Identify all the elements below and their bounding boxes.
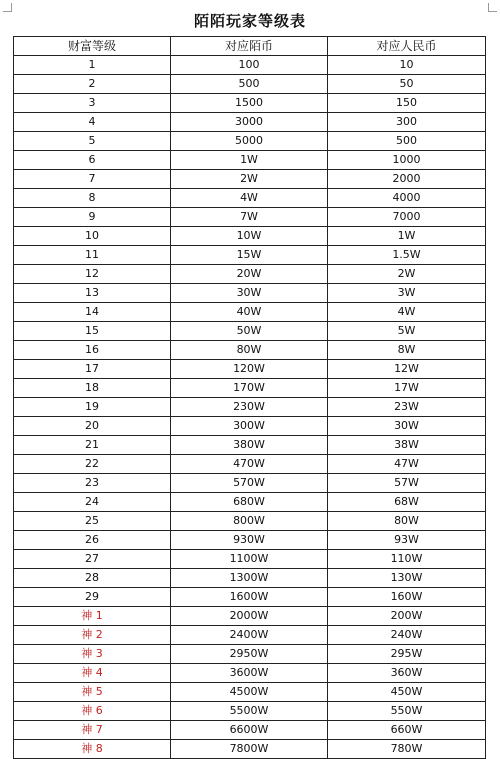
level-cell: 23 xyxy=(14,474,171,493)
rmb-cell: 23W xyxy=(328,398,486,417)
rmb-cell: 68W xyxy=(328,493,486,512)
table-row xyxy=(14,588,486,607)
level-cell: 26 xyxy=(14,531,171,550)
rmb-cell: 1W xyxy=(328,227,486,246)
coins-cell: 40W xyxy=(171,303,328,322)
coins-cell: 1W xyxy=(171,151,328,170)
table-row xyxy=(14,265,486,284)
coins-cell: 800W xyxy=(171,512,328,531)
coins-cell: 10W xyxy=(171,227,328,246)
table-row xyxy=(14,322,486,341)
coins-cell: 1600W xyxy=(171,588,328,607)
table-row xyxy=(14,379,486,398)
rmb-cell: 38W xyxy=(328,436,486,455)
coins-cell: 5000 xyxy=(171,132,328,151)
table-row xyxy=(14,189,486,208)
rmb-cell: 110W xyxy=(328,550,486,569)
level-cell: 神 2 xyxy=(14,626,171,645)
coins-cell: 230W xyxy=(171,398,328,417)
rmb-cell: 1000 xyxy=(328,151,486,170)
level-cell: 神 1 xyxy=(14,607,171,626)
coins-cell: 4500W xyxy=(171,683,328,702)
table-row xyxy=(14,170,486,189)
level-cell: 神 5 xyxy=(14,683,171,702)
table-row xyxy=(14,645,486,664)
rmb-cell: 57W xyxy=(328,474,486,493)
coins-cell: 2950W xyxy=(171,645,328,664)
rmb-cell: 17W xyxy=(328,379,486,398)
level-cell: 神 3 xyxy=(14,645,171,664)
coins-cell: 15W xyxy=(171,246,328,265)
level-cell: 3 xyxy=(14,94,171,113)
level-cell: 19 xyxy=(14,398,171,417)
rmb-cell: 5W xyxy=(328,322,486,341)
table-row xyxy=(14,664,486,683)
level-cell: 17 xyxy=(14,360,171,379)
level-cell: 27 xyxy=(14,550,171,569)
coins-cell: 2W xyxy=(171,170,328,189)
coins-cell: 380W xyxy=(171,436,328,455)
level-cell: 4 xyxy=(14,113,171,132)
table-row xyxy=(14,683,486,702)
table-row xyxy=(14,208,486,227)
rmb-cell: 550W xyxy=(328,702,486,721)
rmb-cell: 1.5W xyxy=(328,246,486,265)
level-cell: 25 xyxy=(14,512,171,531)
coins-cell: 6600W xyxy=(171,721,328,740)
coins-cell: 2000W xyxy=(171,607,328,626)
table-body xyxy=(14,56,486,759)
header-coins: 对应陌币 xyxy=(171,37,328,56)
rmb-cell: 780W xyxy=(328,740,486,759)
level-cell: 22 xyxy=(14,455,171,474)
coins-cell: 500 xyxy=(171,75,328,94)
table-row xyxy=(14,113,486,132)
table-row xyxy=(14,246,486,265)
table-row xyxy=(14,721,486,740)
level-cell: 神 6 xyxy=(14,702,171,721)
table-row xyxy=(14,56,486,75)
level-cell: 10 xyxy=(14,227,171,246)
level-cell: 7 xyxy=(14,170,171,189)
table-row xyxy=(14,569,486,588)
rmb-cell: 10 xyxy=(328,56,486,75)
coins-cell: 570W xyxy=(171,474,328,493)
level-cell: 13 xyxy=(14,284,171,303)
level-table xyxy=(13,36,486,759)
level-cell: 6 xyxy=(14,151,171,170)
level-cell: 18 xyxy=(14,379,171,398)
table-header xyxy=(14,37,486,56)
level-cell: 24 xyxy=(14,493,171,512)
coins-cell: 470W xyxy=(171,455,328,474)
table-row xyxy=(14,702,486,721)
coins-cell: 170W xyxy=(171,379,328,398)
coins-cell: 680W xyxy=(171,493,328,512)
level-cell: 15 xyxy=(14,322,171,341)
level-cell: 神 7 xyxy=(14,721,171,740)
coins-cell: 3600W xyxy=(171,664,328,683)
rmb-cell: 660W xyxy=(328,721,486,740)
rmb-cell: 2W xyxy=(328,265,486,284)
table-row xyxy=(14,151,486,170)
table-row xyxy=(14,493,486,512)
level-cell: 11 xyxy=(14,246,171,265)
coins-cell: 2400W xyxy=(171,626,328,645)
coins-cell: 1100W xyxy=(171,550,328,569)
table-row xyxy=(14,550,486,569)
level-cell: 21 xyxy=(14,436,171,455)
level-cell: 12 xyxy=(14,265,171,284)
table-row xyxy=(14,474,486,493)
rmb-cell: 7000 xyxy=(328,208,486,227)
table-row xyxy=(14,132,486,151)
coins-cell: 1300W xyxy=(171,569,328,588)
header-row xyxy=(14,37,486,56)
rmb-cell: 3W xyxy=(328,284,486,303)
rmb-cell: 200W xyxy=(328,607,486,626)
rmb-cell: 450W xyxy=(328,683,486,702)
rmb-cell: 500 xyxy=(328,132,486,151)
coins-cell: 4W xyxy=(171,189,328,208)
rmb-cell: 295W xyxy=(328,645,486,664)
header-wealth-level: 财富等级 xyxy=(14,37,171,56)
table-row xyxy=(14,417,486,436)
rmb-cell: 130W xyxy=(328,569,486,588)
rmb-cell: 160W xyxy=(328,588,486,607)
rmb-cell: 2000 xyxy=(328,170,486,189)
coins-cell: 20W xyxy=(171,265,328,284)
level-cell: 2 xyxy=(14,75,171,94)
table-row xyxy=(14,531,486,550)
coins-cell: 930W xyxy=(171,531,328,550)
table-row xyxy=(14,227,486,246)
rmb-cell: 240W xyxy=(328,626,486,645)
table-row xyxy=(14,740,486,759)
rmb-cell: 12W xyxy=(328,360,486,379)
level-cell: 14 xyxy=(14,303,171,322)
level-cell: 28 xyxy=(14,569,171,588)
rmb-cell: 93W xyxy=(328,531,486,550)
level-cell: 神 4 xyxy=(14,664,171,683)
rmb-cell: 8W xyxy=(328,341,486,360)
rmb-cell: 80W xyxy=(328,512,486,531)
table-row xyxy=(14,436,486,455)
table-row xyxy=(14,626,486,645)
rmb-cell: 50 xyxy=(328,75,486,94)
coins-cell: 7W xyxy=(171,208,328,227)
coins-cell: 30W xyxy=(171,284,328,303)
level-cell: 5 xyxy=(14,132,171,151)
header-rmb: 对应人民币 xyxy=(328,37,486,56)
rmb-cell: 300 xyxy=(328,113,486,132)
level-cell: 神 8 xyxy=(14,740,171,759)
coins-cell: 120W xyxy=(171,360,328,379)
table-row xyxy=(14,607,486,626)
table-row xyxy=(14,341,486,360)
coins-cell: 50W xyxy=(171,322,328,341)
level-cell: 1 xyxy=(14,56,171,75)
coins-cell: 3000 xyxy=(171,113,328,132)
table-row xyxy=(14,303,486,322)
rmb-cell: 4W xyxy=(328,303,486,322)
coins-cell: 1500 xyxy=(171,94,328,113)
rmb-cell: 360W xyxy=(328,664,486,683)
level-cell: 20 xyxy=(14,417,171,436)
coins-cell: 100 xyxy=(171,56,328,75)
document-title: 陌陌玩家等级表 xyxy=(193,12,306,30)
coins-cell: 80W xyxy=(171,341,328,360)
level-cell: 8 xyxy=(14,189,171,208)
table-row xyxy=(14,455,486,474)
table-row xyxy=(14,360,486,379)
table-row xyxy=(14,284,486,303)
table-row xyxy=(14,512,486,531)
rmb-cell: 150 xyxy=(328,94,486,113)
rmb-cell: 30W xyxy=(328,417,486,436)
table-row xyxy=(14,398,486,417)
table-row xyxy=(14,94,486,113)
level-cell: 29 xyxy=(14,588,171,607)
table-row xyxy=(14,75,486,94)
rmb-cell: 47W xyxy=(328,455,486,474)
coins-cell: 5500W xyxy=(171,702,328,721)
rmb-cell: 4000 xyxy=(328,189,486,208)
coins-cell: 7800W xyxy=(171,740,328,759)
level-cell: 9 xyxy=(14,208,171,227)
coins-cell: 300W xyxy=(171,417,328,436)
level-cell: 16 xyxy=(14,341,171,360)
